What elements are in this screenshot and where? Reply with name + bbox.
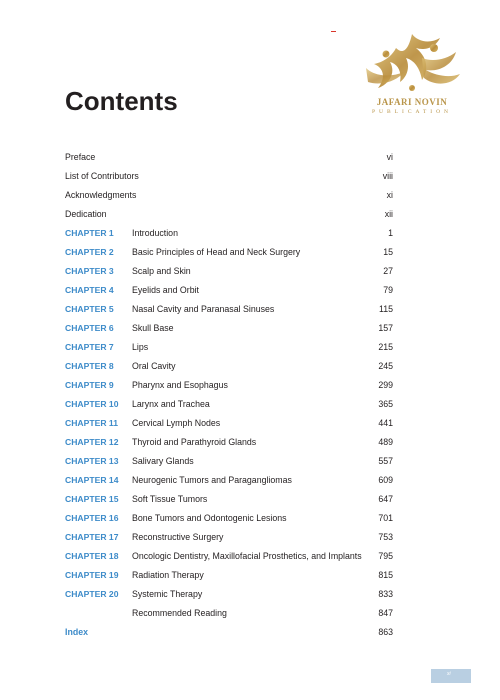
- toc-chapter-row[interactable]: [65, 604, 393, 623]
- chapter-number: CHAPTER 10: [65, 399, 119, 409]
- entry-title: Preface: [65, 152, 96, 162]
- chapter-number: CHAPTER 14: [65, 475, 119, 485]
- toc-chapter-row[interactable]: [65, 319, 393, 338]
- page-number: 15: [383, 247, 393, 257]
- toc-chapter-row[interactable]: [65, 376, 393, 395]
- page-number: 557: [378, 456, 393, 466]
- toc-chapter-row[interactable]: [65, 471, 393, 490]
- page-number: 847: [378, 608, 393, 618]
- page-number: 815: [378, 570, 393, 580]
- page-number: 441: [378, 418, 393, 428]
- page-number: 299: [378, 380, 393, 390]
- entry-title: Index: [65, 627, 88, 637]
- entry-title: Soft Tissue Tumors: [132, 494, 208, 504]
- page-number: 489: [378, 437, 393, 447]
- chapter-number: CHAPTER 20: [65, 589, 119, 599]
- page-number-tab: [431, 669, 471, 683]
- toc-chapter-row[interactable]: [65, 566, 393, 585]
- entry-title: Lips: [132, 342, 149, 352]
- chapter-number: CHAPTER 2: [65, 247, 114, 257]
- page-number: xi: [386, 190, 393, 200]
- toc-chapter-row[interactable]: [65, 528, 393, 547]
- toc-chapter-row[interactable]: [65, 262, 393, 281]
- entry-title: Pharynx and Esophagus: [132, 380, 228, 390]
- entry-title: Radiation Therapy: [132, 570, 204, 580]
- page-number: 863: [378, 627, 393, 637]
- toc-chapter-row[interactable]: [65, 433, 393, 452]
- toc-chapter-row[interactable]: [65, 338, 393, 357]
- toc-chapter-row[interactable]: [65, 281, 393, 300]
- entry-title: Oral Cavity: [132, 361, 176, 371]
- logo-name: JAFARI NOVIN: [376, 97, 448, 107]
- chapter-number: CHAPTER 19: [65, 570, 119, 580]
- entry-title: Thyroid and Parathyroid Glands: [132, 437, 257, 447]
- toc-chapter-row[interactable]: [65, 585, 393, 604]
- page-number: 753: [378, 532, 393, 542]
- chapter-number: CHAPTER 15: [65, 494, 119, 504]
- toc-chapter-row[interactable]: [65, 547, 393, 566]
- toc-chapter-row[interactable]: [65, 452, 393, 471]
- page-number: 833: [378, 589, 393, 599]
- entry-title: Basic Principles of Head and Neck Surgery: [132, 247, 301, 257]
- entry-title: Salivary Glands: [132, 456, 194, 466]
- entry-title: Nasal Cavity and Paranasal Sinuses: [132, 304, 275, 314]
- page-number: 115: [378, 304, 393, 314]
- entry-title: Cervical Lymph Nodes: [132, 418, 221, 428]
- toc-front-matter-row[interactable]: [65, 205, 393, 224]
- chapter-number: CHAPTER 4: [65, 285, 114, 295]
- page-number: xii: [384, 209, 393, 219]
- entry-title: Systemic Therapy: [132, 589, 203, 599]
- publisher-logo: [352, 28, 472, 120]
- chapter-number: CHAPTER 8: [65, 361, 114, 371]
- page-number: 609: [378, 475, 393, 485]
- entry-title: Eyelids and Orbit: [132, 285, 199, 295]
- toc-chapter-row[interactable]: [65, 300, 393, 319]
- chapter-number: CHAPTER 11: [65, 418, 119, 428]
- page-number: viii: [382, 171, 393, 181]
- toc-front-matter-row[interactable]: [65, 186, 393, 205]
- chapter-number: CHAPTER 18: [65, 551, 119, 561]
- page-number: vi: [386, 152, 393, 162]
- page-number: 795: [378, 551, 393, 561]
- page-number: 1: [388, 228, 393, 238]
- toc-chapter-row[interactable]: [65, 243, 393, 262]
- page-number: 215: [378, 342, 393, 352]
- entry-title: List of Contributors: [65, 171, 139, 181]
- page-number: 647: [378, 494, 393, 504]
- page-number: 245: [378, 361, 393, 371]
- toc-chapter-row[interactable]: [65, 395, 393, 414]
- chapter-number: CHAPTER 13: [65, 456, 119, 466]
- toc-chapter-row[interactable]: [65, 509, 393, 528]
- entry-title: Bone Tumors and Odontogenic Lesions: [132, 513, 287, 523]
- page-number: 365: [378, 399, 393, 409]
- toc-front-matter-row[interactable]: [65, 167, 393, 186]
- entry-title: Larynx and Trachea: [132, 399, 210, 409]
- red-mark: [331, 31, 336, 32]
- chapter-number: CHAPTER 16: [65, 513, 119, 523]
- page-number: 27: [383, 266, 393, 276]
- chapter-number: CHAPTER 6: [65, 323, 114, 333]
- entry-title: Acknowledgments: [65, 190, 137, 200]
- entry-title: Introduction: [132, 228, 178, 238]
- table-of-contents: [65, 148, 393, 642]
- toc-chapter-row[interactable]: [65, 490, 393, 509]
- chapter-number: CHAPTER 12: [65, 437, 119, 447]
- entry-title: Dedication: [65, 209, 107, 219]
- toc-chapter-row[interactable]: [65, 357, 393, 376]
- logo-subtitle: PUBLICATION: [371, 109, 453, 115]
- toc-chapter-row[interactable]: [65, 414, 393, 433]
- toc-chapter-row[interactable]: [65, 224, 393, 243]
- chapter-number: CHAPTER 9: [65, 380, 114, 390]
- entry-title: Oncologic Dentistry, Maxillofacial Prosthetics, and Implants: [132, 551, 362, 561]
- entry-title: Recommended Reading: [132, 608, 227, 618]
- toc-front-matter-row[interactable]: [65, 148, 393, 167]
- entry-title: Neurogenic Tumors and Paragangliomas: [132, 475, 292, 485]
- chapter-number: CHAPTER 3: [65, 266, 114, 276]
- chapter-number: CHAPTER 7: [65, 342, 114, 352]
- chapter-number: CHAPTER 1: [65, 228, 114, 238]
- toc-index-row[interactable]: [65, 623, 393, 642]
- entry-title: Reconstructive Surgery: [132, 532, 224, 542]
- page-number: 157: [378, 323, 393, 333]
- page-number: 701: [378, 513, 393, 523]
- page-number: xi: [447, 671, 451, 677]
- logo-emblem-icon: [360, 28, 464, 96]
- entry-title: Scalp and Skin: [132, 266, 191, 276]
- page-title: Contents: [65, 86, 178, 116]
- page-number: 79: [383, 285, 393, 295]
- entry-title: Skull Base: [132, 323, 174, 333]
- chapter-number: CHAPTER 17: [65, 532, 119, 542]
- chapter-number: CHAPTER 5: [65, 304, 114, 314]
